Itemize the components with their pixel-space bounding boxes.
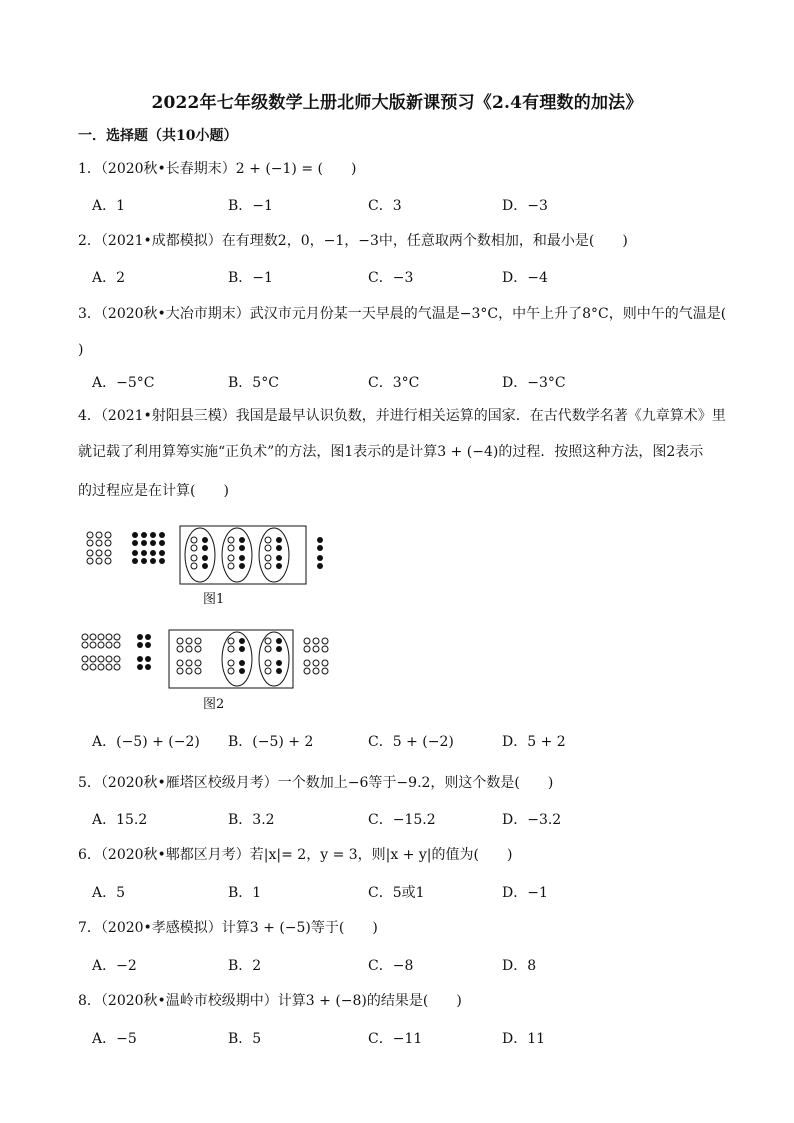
question-4-stem-line1: 4．（2021•射阳县三模）我国是最早认识负数，并进行相关运算的国家．在古代数学名著《九章算术》里 xyxy=(78,408,726,424)
q1-option-a[interactable]: A．1 xyxy=(92,198,126,214)
q5-option-d[interactable]: D．−3.2 xyxy=(502,812,562,828)
q7-option-c[interactable]: C．−8 xyxy=(368,958,414,974)
question-4-stem-line3: 的过程应是在计算( ) xyxy=(78,483,229,499)
q6-option-c[interactable]: C．5或1 xyxy=(368,885,425,901)
q1-option-b[interactable]: B．−1 xyxy=(228,198,273,214)
q5-option-c[interactable]: C．−15.2 xyxy=(368,812,436,828)
question-3-stem-line1: 3．（2020秋•大冶市期末）武汉市元月份某一天早晨的气温是−3°C，中午上升了8°C，则中午的气温是( xyxy=(78,306,727,322)
q4-option-c[interactable]: C．5 + (−2) xyxy=(368,734,454,750)
question-1-stem: 1．（2020秋•长春期末）2 + (−1) = ( ) xyxy=(78,161,357,177)
q3-option-d[interactable]: D．−3°C xyxy=(502,375,566,391)
q6-option-a[interactable]: A．5 xyxy=(92,885,126,901)
q5-option-b[interactable]: B．3.2 xyxy=(228,812,275,828)
q4-option-d[interactable]: D．5 + 2 xyxy=(502,734,566,750)
q6-option-b[interactable]: B．1 xyxy=(228,885,262,901)
q2-option-b[interactable]: B．−1 xyxy=(228,270,273,286)
q3-option-c[interactable]: C．3°C xyxy=(368,375,420,391)
question-7-stem: 7．（2020•孝感模拟）计算3 + (−5)等于( ) xyxy=(78,920,378,936)
q8-option-a[interactable]: A．−5 xyxy=(92,1031,137,1047)
q3-option-b[interactable]: B．5°C xyxy=(228,375,279,391)
q2-option-d[interactable]: D．−4 xyxy=(502,270,548,286)
question-4-stem-line2: 就记载了利用算筹实施“正负术”的方法，图1表示的是计算3 + (−4)的过程．按照这种方法，图2表示 xyxy=(78,444,704,460)
q2-option-c[interactable]: C．−3 xyxy=(368,270,414,286)
q7-option-a[interactable]: A．−2 xyxy=(92,958,137,974)
figure-1-counting-rods xyxy=(80,520,340,588)
q8-option-c[interactable]: C．−11 xyxy=(368,1031,423,1047)
figure-2-counting-rods xyxy=(78,626,348,692)
question-2-stem: 2．（2021•成都模拟）在有理数2，0，−1，−3中，任意取两个数相加，和最小是( ) xyxy=(78,233,628,249)
page-title: 2022年七年级数学上册北师大版新课预习《2.4有理数的加法》 xyxy=(151,93,643,113)
q8-option-d[interactable]: D．11 xyxy=(502,1031,546,1047)
q4-option-b[interactable]: B．(−5) + 2 xyxy=(228,734,314,750)
question-6-stem: 6．（2020秋•郫都区月考）若|x|= 2，y = 3，则|x + y|的值为( ) xyxy=(78,847,513,863)
q4-option-a[interactable]: A．(−5) + (−2) xyxy=(92,734,200,750)
q3-option-a[interactable]: A．−5°C xyxy=(92,375,155,391)
question-8-stem: 8．（2020秋•温岭市校级期中）计算3 + (−8)的结果是( ) xyxy=(78,993,462,1009)
section-heading: 一．选择题（共10小题） xyxy=(78,128,238,144)
figure-1-caption: 图1 xyxy=(203,592,225,607)
question-3-stem-line2: ) xyxy=(78,342,84,358)
q6-option-d[interactable]: D．−1 xyxy=(502,885,548,901)
q2-option-a[interactable]: A．2 xyxy=(92,270,126,286)
q7-option-d[interactable]: D．8 xyxy=(502,958,537,974)
q5-option-a[interactable]: A．15.2 xyxy=(92,812,148,828)
figure-2-caption: 图2 xyxy=(203,697,225,712)
q1-option-c[interactable]: C．3 xyxy=(368,198,402,214)
q7-option-b[interactable]: B．2 xyxy=(228,958,262,974)
q8-option-b[interactable]: B．5 xyxy=(228,1031,262,1047)
question-5-stem: 5．（2020秋•雁塔区校级月考）一个数加上−6等于−9.2，则这个数是( ) xyxy=(78,775,554,791)
q1-option-d[interactable]: D．−3 xyxy=(502,198,548,214)
